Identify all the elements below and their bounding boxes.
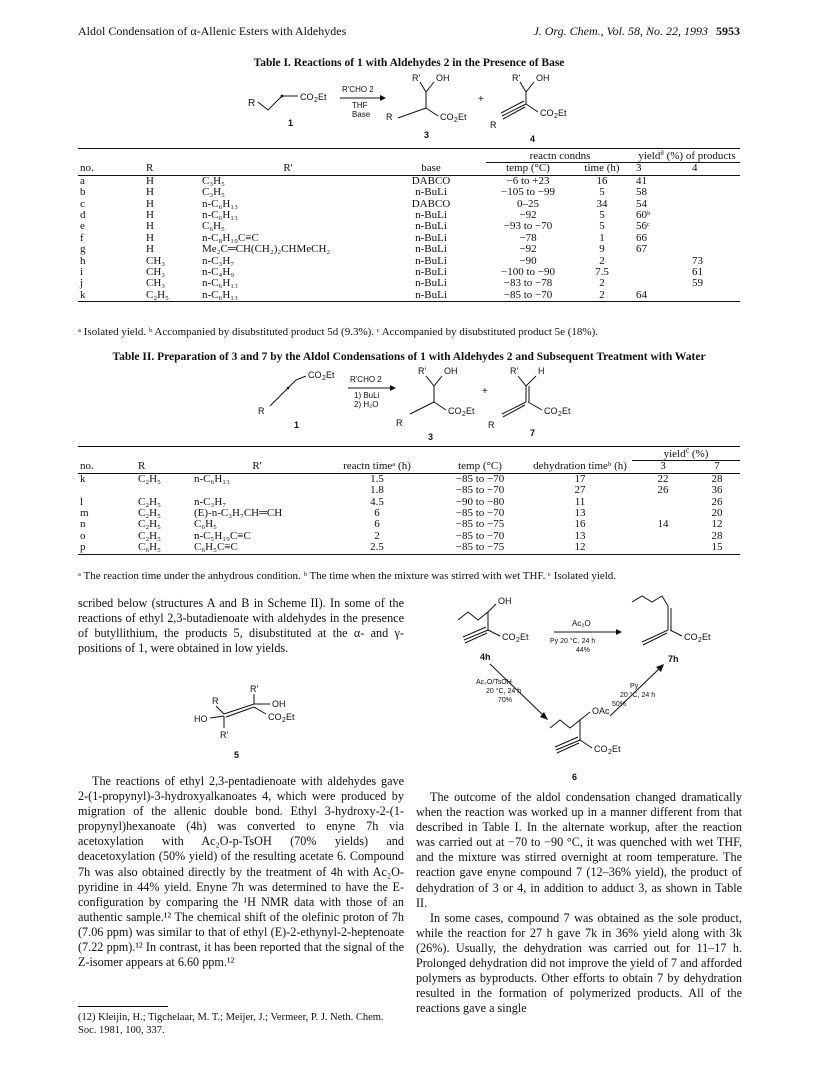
table2-footnote: ᵃ The reaction time under the anhydrous condition. ᵇ The time when the mixture was stirred with wet THF. ᶜ Isolated yield. [78, 570, 617, 582]
table2-cell-rt: 6 [374, 518, 380, 531]
table2-col-dehydration-time: dehydration timeᵇ (h) [533, 459, 627, 472]
page-number: 5953 [716, 24, 740, 38]
arrow-right-reagent: Py [630, 683, 639, 690]
arrow-right-cond: 20 °C, 24 h [620, 692, 656, 699]
arrow-left-yield: 70% [498, 697, 513, 704]
svg-text:OH: OH [536, 73, 550, 83]
svg-text:OH: OH [272, 699, 286, 709]
scheme2-reagent-bot: 2) H₂O [354, 400, 379, 409]
table2-cell-y3: 14 [657, 518, 669, 531]
svg-text:CO: CO [308, 370, 322, 380]
table2-cell-R: C₂H₅ [138, 529, 161, 542]
table1-cell-R: H [146, 231, 154, 244]
table1-cell-temp: −78 [519, 231, 537, 244]
table2-cell-R: C₆H₅ [138, 541, 161, 554]
table1-cell-R: H [146, 174, 154, 187]
reaction-arrow [348, 375, 396, 409]
arrow-left-reagent: Ac₂O/TsOH [476, 679, 512, 686]
table1-cell-y3: 56ᶜ [636, 220, 650, 233]
table2-cell-y3 [632, 497, 694, 508]
table1-cell-base: n-BuLi [415, 277, 447, 290]
table1-cell-time: 2 [599, 277, 605, 290]
scheme-4h-to-7h [420, 590, 742, 786]
table2-caption: Table II. Preparation of 3 and 7 by the Aldol Condensations of 1 with Aldehydes 2 and Subsequent Treatment with Water [112, 351, 706, 363]
table2-cell-Rp: n-C₆H₁₃ [194, 472, 230, 485]
table1-cell-y3: 67 [636, 243, 647, 256]
table1-cell-y4 [690, 221, 740, 232]
table1-cell-R: H [146, 197, 154, 210]
table1-cell-time: 2 [599, 254, 605, 267]
table1-cell-R: H [146, 220, 154, 233]
table1-cell-y3: 41 [636, 174, 647, 187]
structure-5 [190, 682, 330, 762]
table2-cell-temp: −85 to −70 [455, 472, 505, 485]
table2-cell-dt: 27 [574, 484, 586, 497]
running-header [78, 24, 740, 40]
table2-cell-dt: 16 [574, 518, 586, 531]
table1-cell-base: n-BuLi [415, 266, 447, 279]
table1-cell-temp: −93 to −70 [503, 220, 553, 233]
table1-cell-temp: −6 to +23 [506, 174, 550, 187]
scheme1-plus: + [478, 94, 484, 105]
table1-cell-y3: 54 [636, 197, 647, 210]
table2-col-3: 3 [660, 460, 666, 473]
table2-body [78, 473, 740, 554]
table1-footnote: ᵃ Isolated yield. ᵇ Accompanied by disubstituted product 5d (9.3%). ᶜ Accompanied by disubstituted product 5e (18%). [78, 326, 599, 338]
svg-text:2: 2 [558, 411, 562, 418]
table1-caption: Table I. Reactions of 1 with Aldehydes 2 in the Presence of Base [253, 57, 565, 69]
table1 [78, 148, 740, 302]
table1-cell-base: n-BuLi [415, 220, 447, 233]
svg-text:2: 2 [462, 411, 466, 418]
table1-cell-no: i [80, 266, 84, 279]
scheme1-label-1: 1 [288, 118, 294, 128]
table1-cell-y4: 61 [692, 266, 703, 279]
table1-scheme [240, 72, 620, 144]
label-6: 6 [572, 772, 578, 782]
table1-cell-no: d [80, 209, 86, 222]
table1-cell-Rp: Me₂C═CH(CH₂)₂CHMeCH₂ [202, 243, 331, 256]
svg-text:HO: HO [194, 714, 208, 724]
table2-cell-Rp: C₆H₅C≡C [194, 541, 238, 554]
table1-cell-temp: −92 [519, 243, 537, 256]
svg-text:2: 2 [698, 637, 702, 644]
table1-cell-no: e [80, 220, 85, 233]
svg-text:R': R' [510, 366, 519, 376]
svg-text:2: 2 [554, 113, 558, 120]
arrow-right-yield: 50% [612, 701, 627, 708]
svg-text:CO: CO [540, 108, 554, 118]
left-column-lower [78, 774, 404, 970]
table2-col-Rprime: R' [252, 459, 262, 472]
svg-text:Et: Et [558, 108, 567, 118]
table1-cell-Rp: n-C₈H₁₉C≡C [202, 231, 259, 244]
svg-text:Et: Et [612, 744, 621, 754]
table1-group-yield: yield$^a$ (%) of products [634, 149, 740, 163]
table1-cell-Rp: n-C₆H₁₃ [202, 288, 238, 301]
table2-cell-no: p [80, 541, 86, 554]
table1-cell-no: a [80, 174, 85, 187]
header-journal [533, 24, 740, 39]
table1-cell-y4 [690, 187, 740, 198]
table1-cell-no: b [80, 186, 86, 199]
product-4 [490, 73, 567, 144]
table2-cell-R: C₂H₅ [138, 495, 161, 508]
table1-cell-no: h [80, 254, 86, 267]
table2-cell-y7: 28 [711, 529, 723, 542]
table-row [78, 244, 740, 255]
table2-cell-no: k [80, 472, 86, 485]
table1-cell-time: 5 [599, 220, 605, 233]
table2-cell-R [136, 485, 192, 496]
table2-cell-rt: 6 [374, 507, 380, 520]
label-4h: 4h [480, 652, 491, 662]
table1-body [78, 175, 740, 301]
table1-col-base: base [421, 161, 441, 174]
table-row [78, 267, 740, 278]
table1-cell-temp: −105 to −99 [501, 186, 555, 199]
svg-text:2: 2 [454, 117, 458, 124]
table1-col-time: time (h) [584, 162, 620, 175]
table1-cell-base: DABCO [411, 197, 451, 210]
arrow-top-cond: Py 20 °C, 24 h [550, 638, 596, 645]
allene-ester-1 [258, 370, 335, 430]
table1-cell-time: 5 [599, 186, 605, 199]
table2-cell-temp: −85 to −70 [455, 529, 505, 542]
allene-ester-1 [248, 92, 327, 128]
svg-text:2: 2 [608, 749, 612, 756]
left-para-1: scribed below (structures A and B in Scheme II). In some of the reactions of ethyl 2,3-butadienoate with aldehydes in the presence of butyllithium, the products 5, disubstituted at the α- and γ-positions of 1, were obtained in low yields. [78, 596, 404, 656]
table1-cell-time: 9 [599, 243, 605, 256]
table2-col-R: R [138, 459, 146, 472]
table2-cell-Rp: n-C₅H₁₉C≡C [194, 529, 251, 542]
table1-cell-time: 2 [599, 288, 605, 301]
scheme2-plus: + [482, 386, 488, 397]
table2-cell-temp: −85 to −75 [455, 518, 505, 531]
table2-cell-rt: 2 [374, 529, 380, 542]
svg-text:CO: CO [594, 744, 608, 754]
table2-cell-temp: −85 to −70 [455, 507, 505, 520]
table2-cell-y7: 28 [711, 472, 723, 485]
table2-cell-temp: −90 to −80 [455, 495, 505, 508]
table2-cell-Rp: (E)-n-C₃H₇CH═CH [194, 507, 283, 520]
table2-cell-y7: 15 [711, 541, 723, 554]
svg-text:CO: CO [684, 632, 698, 642]
table-row [78, 473, 740, 485]
table2-col-reactn-time: reactn timeᵃ (h) [343, 459, 411, 472]
table1-cell-temp: −85 to −70 [503, 288, 553, 301]
svg-text:R': R' [412, 73, 421, 83]
svg-text:H: H [538, 366, 545, 376]
svg-text:Et: Et [520, 632, 529, 642]
svg-text:2: 2 [282, 717, 286, 724]
svg-text:R: R [490, 120, 497, 130]
table1-cell-no: k [80, 288, 86, 301]
table1-col-3: 3 [636, 162, 642, 175]
table1-cell-temp: −100 to −90 [501, 266, 555, 279]
table1-cell-R: H [146, 243, 154, 256]
scheme1-reagent-top: R'CHO 2 [342, 85, 374, 94]
table2-cell-temp: −85 to −75 [455, 541, 505, 554]
table1-cell-y3: 60ᵇ [636, 209, 651, 222]
table2-cell-R: C₂H₅ [138, 518, 161, 531]
table2-cell-Rp: n-C₃H₇ [194, 495, 227, 508]
svg-text:OH: OH [436, 73, 450, 83]
table2-cell-dt: 13 [574, 529, 586, 542]
table2-cell-no: l [80, 495, 84, 508]
table2-cell-R: C₂H₅ [138, 507, 161, 520]
table1-cell-temp: −92 [519, 209, 537, 222]
svg-text:Et: Et [326, 370, 335, 380]
table-row [78, 187, 740, 198]
table1-cell-base: n-BuLi [415, 254, 447, 267]
table2-cell-y7: 12 [711, 518, 723, 531]
svg-text:R: R [386, 112, 393, 122]
scheme1-reagent-bot: Base [352, 110, 371, 119]
table1-cell-y4: 59 [692, 277, 703, 290]
table2-cell-dt: 17 [574, 472, 586, 485]
table1-cell-base: n-BuLi [415, 209, 447, 222]
table1-cell-y4 [690, 290, 740, 302]
scheme2-label-1: 1 [294, 420, 300, 430]
table1-cell-y3 [634, 256, 690, 267]
svg-text:OAc: OAc [592, 706, 610, 716]
table1-cell-time: 5 [599, 209, 605, 222]
reaction-arrow [340, 85, 386, 119]
svg-text:R': R' [250, 684, 259, 694]
table1-cell-R: H [146, 209, 154, 222]
scheme1-label-3: 3 [424, 130, 430, 140]
table1-cell-Rp: n-C₆H₁₃ [202, 209, 238, 222]
table2-cell-Rp [192, 485, 322, 496]
svg-text:CO: CO [544, 406, 558, 416]
table1-cell-Rp: C₆H₅ [202, 220, 225, 233]
table2-cell-rt: 2.5 [370, 541, 384, 554]
table1-cell-temp: −90 [519, 254, 537, 267]
table2-cell-no [78, 485, 136, 496]
table1-cell-R: CH₃ [146, 277, 166, 290]
table1-col-4: 4 [692, 162, 698, 175]
table2-cell-y3 [632, 531, 694, 542]
table1-cell-no: c [80, 197, 85, 210]
right-para-1: The outcome of the aldol condensation changed dramatically when the reaction was worked up in a manner different from that described in Table I. In the alternate workup, after the reaction was carried out at −70 to −90 °C, it was quenched with wet THF, and the mixture was stirred overnight at room temperature. The reaction gave enyne compound 7 (12–36% yield), the product of dehydration of 3 or 4, in addition to adduct 3, as shown in Table II. [416, 790, 742, 910]
table2-cell-dt: 11 [574, 495, 586, 508]
svg-text:CO: CO [300, 92, 314, 102]
arrow-6-to-7h [610, 664, 664, 716]
svg-text:OH: OH [444, 366, 458, 376]
table1-cell-y3: 66 [636, 231, 647, 244]
struct5-label: 5 [234, 750, 240, 760]
svg-text:2: 2 [322, 375, 326, 382]
table2-cell-rt: 4.5 [370, 495, 384, 508]
table2-cell-y3: 22 [657, 472, 669, 485]
svg-text:Et: Et [562, 406, 571, 416]
right-para-2: In some cases, compound 7 was obtained as the sole product, while the reaction for 27 h gave 7k in 36% yield along with 3k (26%). Usually, the dehydration was carried out for 11–17 h. Prolonged dehydration did not improve the yield of 7 and afforded polymers as byproducts. Other efforts to obtain 7 by dehydration resulted in the formation of polymerized products. All of the reactions gave a single [416, 910, 742, 1016]
table-row [78, 497, 740, 508]
table2-cell-y3 [632, 542, 694, 554]
table1-cell-temp: −83 to −78 [503, 277, 553, 290]
table-row [78, 508, 740, 519]
arrow-top-reagent: Ac₂O [572, 619, 591, 628]
table1-cell-y4 [690, 244, 740, 255]
table1-group-reactn: reactn condns [486, 149, 634, 163]
table1-col-temp: temp (°C) [506, 162, 550, 175]
table1-cell-time: 34 [596, 197, 608, 210]
table2-group-yield: yield$^c$ (%) [632, 447, 740, 461]
svg-text:Et: Et [318, 92, 327, 102]
table2-cell-no: o [80, 529, 86, 542]
product-7 [488, 366, 571, 438]
table2-scheme [250, 366, 610, 442]
scheme1-reagent-mid: THF [352, 101, 368, 110]
table1-cell-y4 [690, 175, 740, 187]
table1-cell-no: f [80, 231, 84, 244]
table2-cell-temp: −85 to −70 [455, 484, 505, 497]
product-3 [396, 366, 475, 442]
table1-cell-no: g [80, 243, 86, 256]
table1-cell-base: DABCO [411, 174, 451, 187]
table2-cell-no: n [80, 518, 86, 531]
table2-col-7: 7 [714, 460, 720, 473]
svg-text:CO: CO [440, 112, 454, 122]
reference-12: (12) Kleijin, H.; Tigchelaar, M. T.; Meijer, J.; Vermeer, P. J. Neth. Chem. Soc. 1981, 100, 337. [78, 1012, 384, 1036]
table1-cell-y3: 58 [636, 186, 647, 199]
table2-cell-rt: 1.5 [370, 472, 384, 485]
table1-cell-no: j [80, 277, 84, 290]
table1-cell-Rp: n-C₆H₁₃ [202, 277, 238, 290]
table-row [78, 531, 740, 542]
svg-text:CO: CO [502, 632, 516, 642]
svg-text:OH: OH [498, 596, 512, 606]
table-row [78, 256, 740, 267]
svg-text:Et: Et [286, 712, 295, 722]
svg-text:R': R' [418, 366, 427, 376]
table2-cell-dt: 12 [574, 541, 586, 554]
left-column [78, 596, 404, 656]
table1-cell-y4 [690, 199, 740, 210]
structure-6 [550, 706, 621, 782]
table2-cell-R: C₂H₅ [138, 472, 161, 485]
table-row [78, 519, 740, 530]
journal-citation: J. Org. Chem., Vol. 58, No. 22, 1993 [533, 24, 708, 38]
table2-cell-rt: 1.8 [370, 484, 384, 497]
svg-text:Et: Et [466, 406, 475, 416]
table1-cell-Rp: C₃H₅ [202, 174, 225, 187]
table1-cell-R: CH₃ [146, 254, 166, 267]
table2-cell-y7: 20 [711, 507, 723, 520]
structure-7h [632, 596, 711, 664]
table1-cell-base: n-BuLi [415, 231, 447, 244]
table1-cell-y4: 73 [692, 254, 703, 267]
table1-cell-y4 [690, 210, 740, 221]
table2-cell-y7: 36 [711, 484, 723, 497]
scheme2-label-3: 3 [428, 432, 434, 442]
svg-text:R': R' [220, 730, 229, 740]
svg-text:Et: Et [458, 112, 467, 122]
svg-text:Et: Et [702, 632, 711, 642]
header-title: Aldol Condensation of α-Allenic Esters with Aldehydes [78, 24, 347, 38]
svg-text:2: 2 [314, 97, 318, 104]
svg-text:CO: CO [268, 712, 282, 722]
table1-cell-base: n-BuLi [415, 186, 447, 199]
structure-4h [458, 596, 529, 662]
scheme2-label-7: 7 [530, 428, 536, 438]
table1-cell-R: CH₃ [146, 266, 166, 279]
arrow-4h-to-6 [476, 664, 548, 720]
svg-text:R: R [488, 420, 495, 430]
svg-text:CO: CO [448, 406, 462, 416]
table2-col-temp: temp (°C) [458, 459, 502, 472]
footnote-rule [78, 1006, 168, 1007]
svg-text:R: R [248, 98, 256, 109]
table2-cell-Rp: C₆H₅ [194, 518, 217, 531]
table1-col-no: no. [80, 161, 94, 174]
table-row [78, 542, 740, 554]
table2-cell-y3: 26 [657, 484, 669, 497]
scheme1-label-4: 4 [530, 134, 536, 144]
scheme2-reagent-mid: 1) BuLi [354, 391, 380, 400]
table1-cell-y3 [634, 267, 690, 278]
svg-text:2: 2 [516, 637, 520, 644]
arrow-top-yield: 44% [576, 647, 591, 654]
svg-text:R: R [396, 418, 403, 428]
table-row [78, 290, 740, 302]
table-row [78, 485, 740, 496]
svg-text:R: R [258, 406, 265, 416]
table1-cell-Rp: C₃H₅ [202, 186, 225, 199]
scheme2-reagent-top: R'CHO 2 [350, 375, 382, 384]
table1-col-Rprime: R' [283, 161, 293, 174]
table1-cell-time: 7.5 [595, 266, 609, 279]
svg-text:R': R' [512, 73, 521, 83]
table1-cell-time: 1 [599, 231, 605, 244]
table1-cell-temp: 0–25 [517, 197, 539, 210]
left-para-2: The reactions of ethyl 2,3-pentadienoate with aldehydes gave 2-(1-propynyl)-3-hydroxyalkanoates 4, which were produced by migration of the allenic double bond. Ethyl 3-hydroxy-2-(1-propynyl)hexanoate (4h) was converted to enyne 7h via acetoxylation with Ac₂O-p-TsOH (70% yields) and deacetoxylation (50% yield) of the resulting acetate 6. Compound 7h was also obtained directly by the treatment of 4h with Ac₂O-pyridine in 44% yield. Enyne 7h was determined to have the E-configuration by comparing the ¹H NMR data with those of an authentic sample.¹² The chemical shift of the olefinic proton of 7h (7.06 ppm) was similar to that of ethyl (E)-2-ethynyl-2-heptenoate (7.22 ppm).¹² In contrast, it has been reported that the signal of the Z-isomer appears at 6.60 ppm.¹² [78, 774, 404, 970]
table1-cell-time: 16 [596, 174, 608, 187]
product-3 [386, 73, 467, 140]
arrow-left-cond: 20 °C, 24 h [486, 688, 522, 695]
table1-cell-y4 [690, 233, 740, 244]
table1-cell-R: C₂H₅ [146, 288, 169, 301]
table2-cell-y7: 26 [711, 495, 723, 508]
table1-cell-base: n-BuLi [415, 243, 447, 256]
right-column [416, 790, 742, 1016]
svg-text:R: R [212, 696, 219, 706]
table2-cell-no: m [80, 507, 89, 520]
table1-cell-Rp: n-C₄H₉ [202, 266, 235, 279]
table1-cell-Rp: n-C₃H₇ [202, 254, 235, 267]
table1-cell-Rp: n-C₆H₁₃ [202, 197, 238, 210]
arrow-4h-to-7h [550, 619, 622, 654]
table1-cell-R: H [146, 186, 154, 199]
table1-col-R: R [146, 161, 154, 174]
table1-cell-y3: 64 [636, 288, 647, 301]
table2-cell-dt: 13 [574, 507, 586, 520]
table1-cell-base: n-BuLi [415, 288, 447, 301]
table2-col-no: no. [80, 459, 94, 472]
label-7h: 7h [668, 654, 679, 664]
table2 [78, 446, 740, 555]
